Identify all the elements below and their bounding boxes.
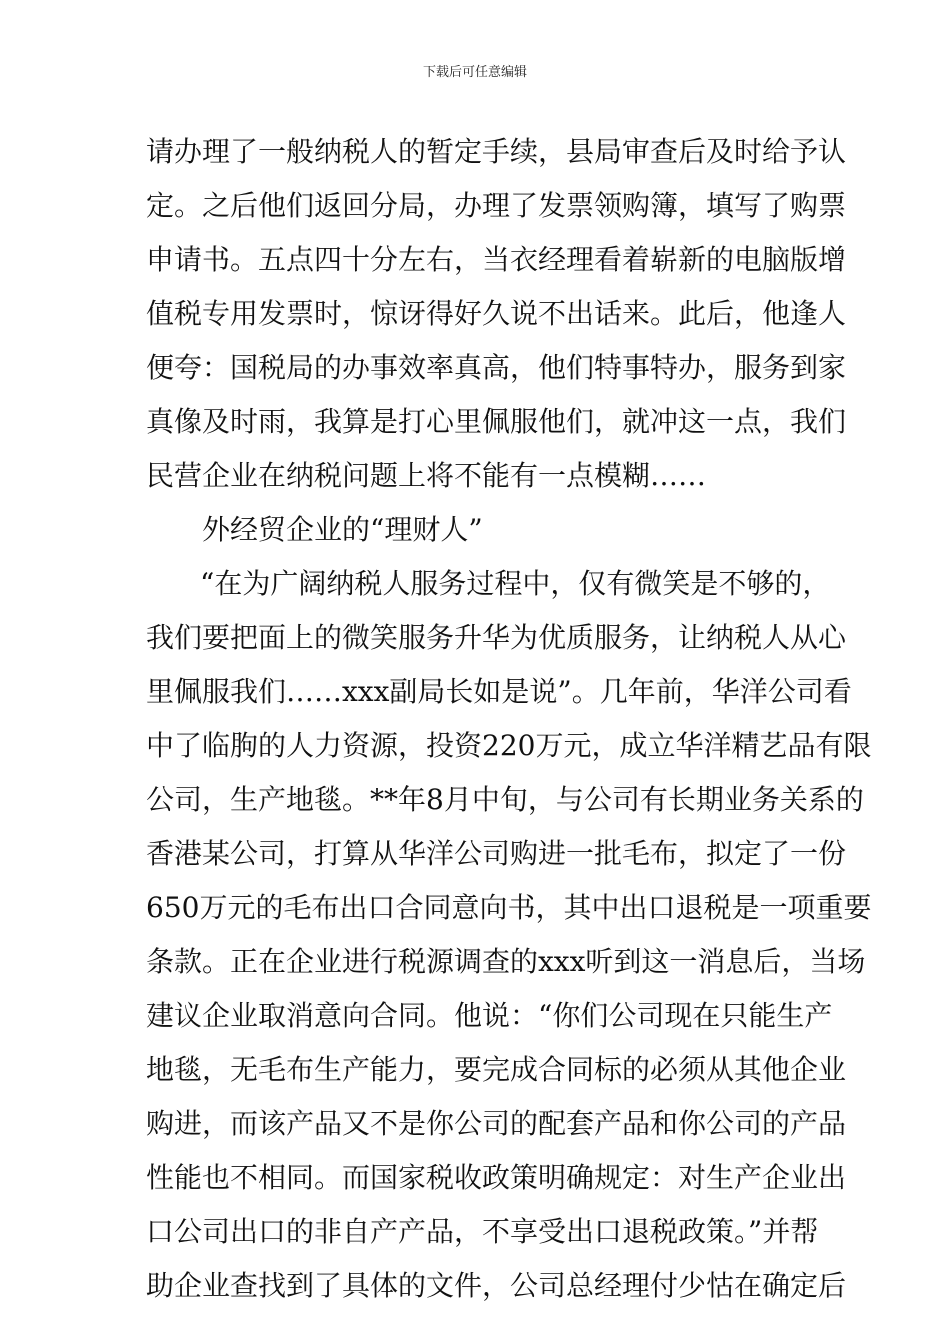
text-line: 值税专用发票时，惊讶得好久说不出话来。此后，他逢人 (146, 297, 847, 330)
text-line: 公司，生产地毯。**年8月中旬，与公司有长期业务关系的 (146, 783, 864, 816)
text-line: 香港某公司，打算从华洋公司购进一批毛布，拟定了一份 (146, 837, 847, 870)
text-line: 建议企业取消意向合同。他说：“你们公司现在只能生产 (146, 999, 833, 1032)
page-header: 下载后可任意编辑 (422, 65, 527, 80)
text-line: 民营企业在纳税问题上将不能有一点模糊…… (146, 459, 707, 492)
text-line: 真像及时雨，我算是打心里佩服他们，就冲这一点，我们 (146, 405, 847, 438)
section-heading: 外经贸企业的“理财人” (202, 513, 483, 546)
document-body (146, 125, 872, 1313)
text-line: 里佩服我们……xxx副局长如是说”。几年前，华洋公司看 (146, 675, 852, 708)
text-line: 地毯，无毛布生产能力，要完成合同标的必须从其他企业 (146, 1053, 847, 1086)
text-line: 条款。正在企业进行税源调查的xxx听到这一消息后，当场 (146, 945, 866, 978)
text-line: 申请书。五点四十分左右，当衣经理看着崭新的电脑版增 (146, 243, 847, 276)
text-line: 口公司出口的非自产产品，不享受出口退税政策。”并帮 (146, 1215, 819, 1248)
text-line: 购进，而该产品又不是你公司的配套产品和你公司的产品 (146, 1107, 847, 1140)
text-line: 中了临朐的人力资源，投资220万元，成立华洋精艺品有限 (146, 729, 872, 762)
text-line: 性能也不相同。而国家税收政策明确规定：对生产企业出 (146, 1161, 847, 1194)
text-line: 650万元的毛布出口合同意向书，其中出口退税是一项重要 (146, 891, 872, 924)
text-line: 助企业查找到了具体的文件，公司总经理付少怙在确定后 (146, 1269, 847, 1302)
text-line: 请办理了一般纳税人的暂定手续，县局审查后及时给予认 (146, 135, 847, 168)
text-line: 定。之后他们返回分局，办理了发票领购簿，填写了购票 (146, 189, 847, 222)
text-line: 便夸：国税局的办事效率真高，他们特事特办，服务到家 (146, 351, 847, 384)
text-line: 我们要把面上的微笑服务升华为优质服务，让纳税人从心 (146, 621, 847, 654)
text-line: “在为广阔纳税人服务过程中，仅有微笑是不够的， (200, 567, 831, 600)
